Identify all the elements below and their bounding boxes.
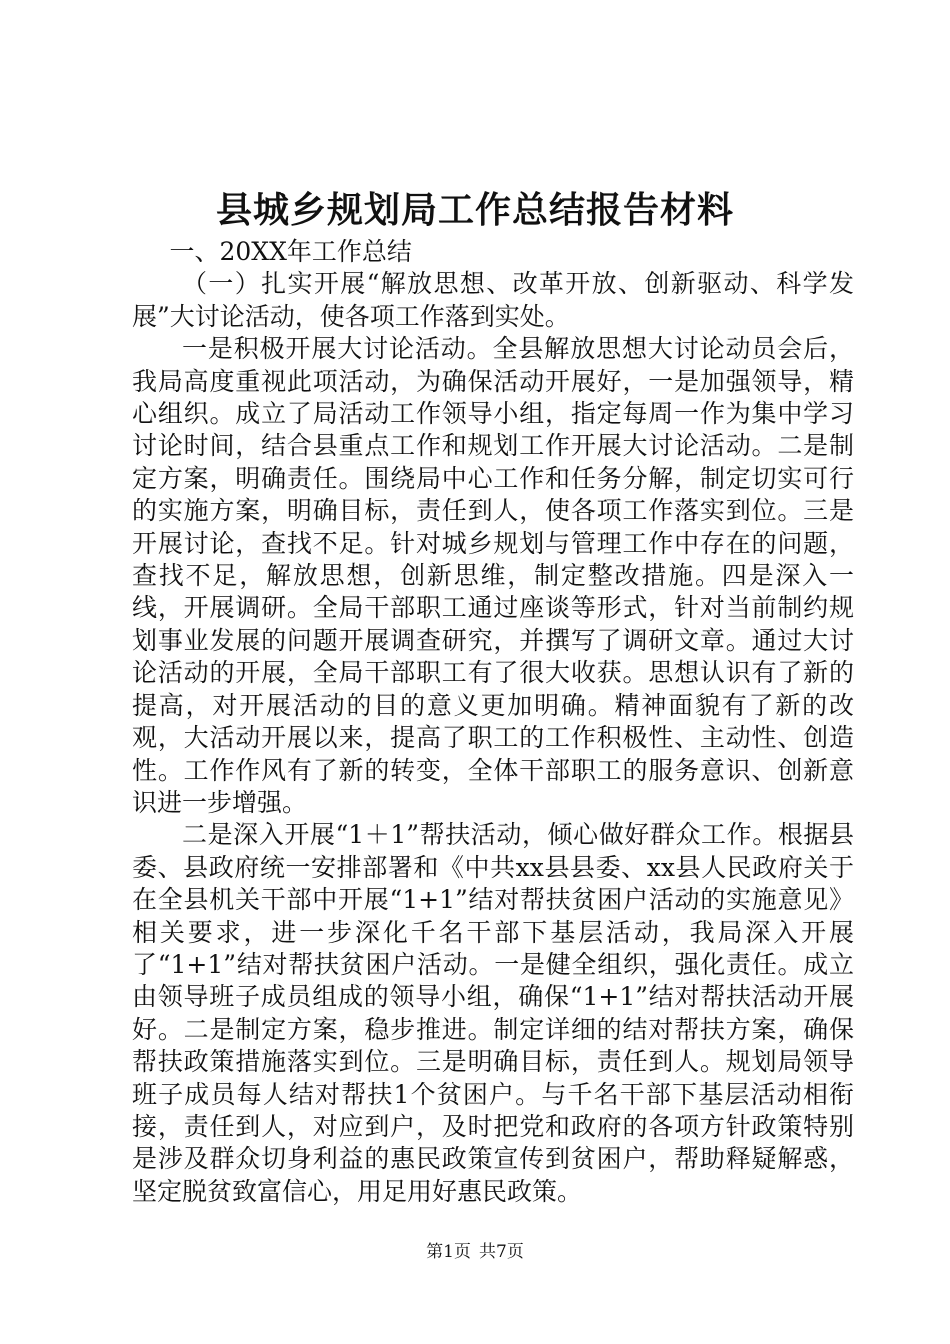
document-body [132,236,854,1208]
page-total: 共7页 [479,1242,524,1262]
page-number: 第1页 [426,1242,471,1262]
document-title: 县城乡规划局工作总结报告材料 [215,189,734,231]
body-paragraph: 二是深入开展“1＋1”帮扶活动，倾心做好群众工作。根据县委、县政府统一安排部署和《中共xx县县委、xx县人民政府关于在全县机关干部中开展“1+1”结对帮扶贫困户活动的实施意见》相关要求，进一步深化千名干部下基层活动，我局深入开展了“1+1”结对帮扶贫困户活动。一是健全组织，强化责任。成立由领导班子成员组成的领导小组，确保“1+1”结对帮扶活动开展好。二是制定方案，稳步推进。制定详细的结对帮扶方案，确保帮扶政策措施落实到位。三是明确目标，责任到人。规划局领导班子成员每人结对帮扶1个贫困户。与千名干部下基层活动相衔接，责任到人，对应到户，及时把党和政府的各项方针政策特别是涉及群众切身利益的惠民政策宣传到贫困户，帮助释疑解惑，坚定脱贫致富信心，用足用好惠民政策。 [132,820,854,1206]
body-paragraph: 一是积极开展大讨论活动。全县解放思想大讨论动员会后，我局高度重视此项活动，为确保活动开展好，一是加强领导，精心组织。成立了局活动工作领导小组，指定每周一作为集中学习讨论时间，结合县重点工作和规划工作开展大讨论活动。二是制定方案，明确责任。围绕局中心工作和任务分解，制定切实可行的实施方案，明确目标，责任到人，使各项工作落实到位。三是开展讨论，查找不足。针对城乡规划与管理工作中存在的问题，查找不足，解放思想，创新思维，制定整改措施。四是深入一线，开展调研。全局干部职工通过座谈等形式，针对当前制约规划事业发展的问题开展调查研究，并撰写了调研文章。通过大讨论活动的开展，全局干部职工有了很大收获。思想认识有了新的提高，对开展活动的目的意义更加明确。精神面貌有了新的改观，大活动开展以来，提高了职工的工作积极性、主动性、创造性。工作作风有了新的转变，全体干部职工的服务意识、创新意识进一步增强。 [132,334,854,817]
page-footer [0,1240,950,1264]
section-heading: 一、20XX年工作总结 [169,237,412,266]
subsection-heading: （一）扎实开展“解放思想、改革开放、创新驱动、科学发展”大讨论活动，使各项工作落到实处。 [132,269,854,331]
